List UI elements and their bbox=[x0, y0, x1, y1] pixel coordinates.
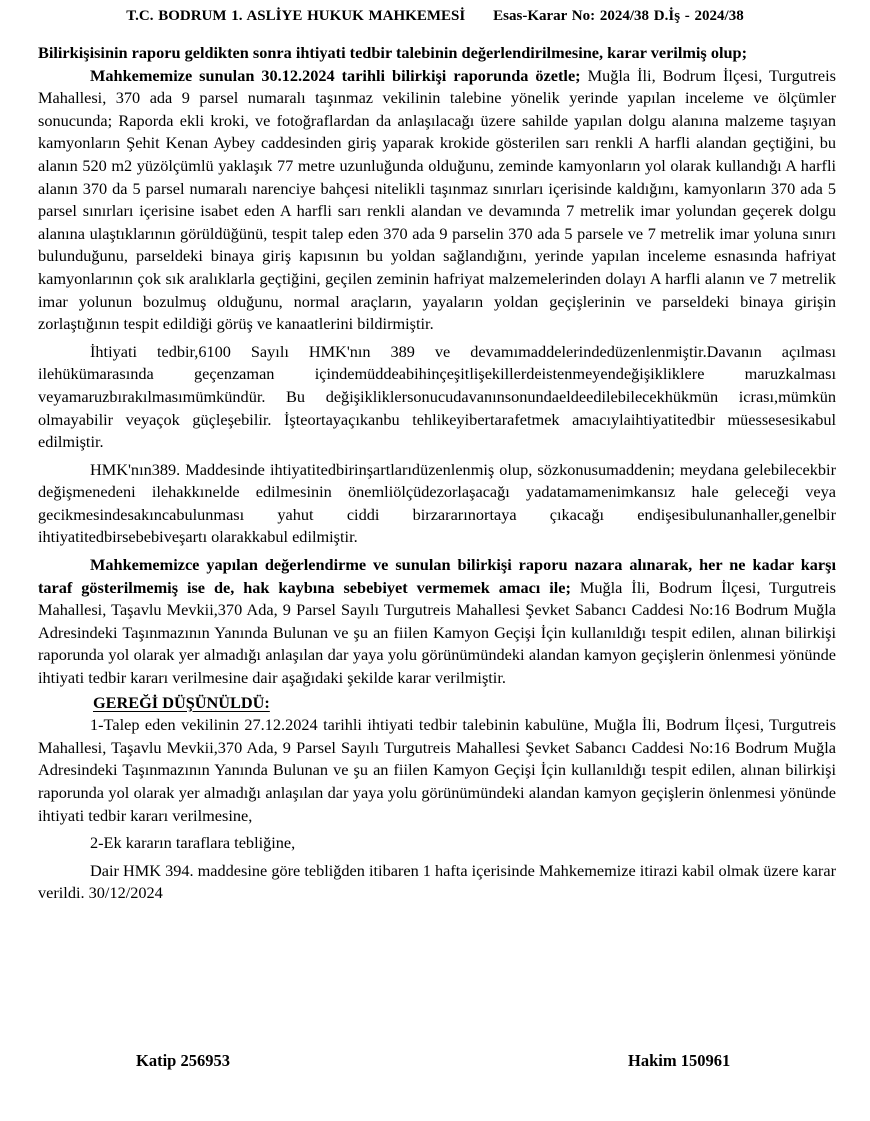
signature-block bbox=[0, 1050, 870, 1074]
judge-signature: Hakim 150961 bbox=[628, 1051, 731, 1070]
document-header bbox=[0, 6, 870, 26]
court-evaluation-text: Muğla İli, Bodrum İlçesi, Turgutreis Mahallesi, Taşavlu Mevkii,370 Ada, 9 Parsel Sayılı Turgutreis Mahallesi Şevket Sabancı Caddesi No:16 Bodrum Muğla Adresindeki Taşınmazının Yanında Bulunan ve şu an fiilen Kamyon Geçişi İçin kullanıldığı tespit edilen, alınan bilirkişi raporunda yol olarak yer almadığı anlaşılan dar yaya yolu görünümündeki alandan kamyon geçişlerin önlenmesi yönünde ihtiyati tedbir kararı verilmesine dair aşağıdaki şekilde karar verilmiştir. bbox=[38, 577, 836, 688]
case-number: Esas-Karar No: 2024/38 D.İş - 2024/38 bbox=[493, 8, 744, 24]
intro-paragraph: Bilirkişisinin raporu geldikten sonra ihtiyati tedbir talebinin değerlendirilmesine, karar verilmiş olup; bbox=[38, 43, 748, 62]
court-evaluation-lead: Mahkememizce yapılan değerlendirme ve sunulan bilirkişi raporu nazara alınarak, her ne kadar karşı taraf gösterilmemiş ise de, hak kaybına sebebiyet vermemek amacı ile; bbox=[38, 555, 836, 597]
expert-report-text: Muğla İli, Bodrum İlçesi, Turgutreis Mahallesi, 370 ada 9 parsel numaralı taşınmaz vekilinin talebine yönelik yerinde yapılan inceleme ve ölçümler sonucunda; Raporda ekli kroki, ve fotoğraflardan da anlaşılacağı üzere sahilde yapılan dolgu alanına malzeme taşıyan kamyonların Şehit Kenan Aybey caddesinden giriş yaparak krokide gösterilen sarı renkli A harfli alandan geçtiğini, bu alanın 520 m2 yüzölçümlü yaklaşık 77 metre uzunluğunda olduğunu, zeminde kamyonların yol olarak kullandığı A harfli alanın 370 da 5 parsel numaralı narenciye bahçesi nitelikli taşınmaz sınırları içerisinde kaldığını, kamyonların 370 ada 5 parsel sınırları içerisine isabet eden A harfli sarı renkli alandan ve devamında 7 metrelik imar yolundan geçerek dolgu alanına ulaştıklarının görüldüğünü, tespit talep eden 370 ada 9 parselin 370 ada 5 parsele ve 7 metrelik imar yoluna sınırı bulunduğunu, parseldeki binaya giriş kapısının bu yoldan sağlandığını, yerinde yapılan inceleme esnasında hafriyat kamyonlarının çok sık aralıklarla geçtiğini, geçilen zeminin hafriyat malzemelerinden dolayı A harfli alanın ve 7 metrelik imar yolunun bozulmuş olduğunu, normal araçların, yayaların yoldan geçişlerinin ve parseldeki binaya girişin zorlaştığının tespit edildiği görüş ve kanaatlerini bildirmiştir. bbox=[38, 65, 836, 334]
decision-item-2: 2-Ek kararın taraflara tebliğine, bbox=[90, 833, 296, 853]
decision-heading: GEREĞİ DÜŞÜNÜLDÜ: bbox=[93, 692, 270, 712]
decision-item-3: Dair HMK 394. maddesine göre tebliğden itibaren 1 hafta içerisinde Mahkememize itirazi kabil olmak üzere karar verildi. 30/12/2024 bbox=[38, 860, 836, 903]
injunction-definition-paragraph: İhtiyati tedbir,6100 Sayılı HMK'nın 389 ve devamımaddelerindedüzenlenmiştir.Davanın açılması ilehükümarasında geçenzaman içindemüddeabihinçeşitlişekillerdeistenmeyendeğişikliklere maruzkalması veyamaruzbırakılmasımümkündür. Bu değişikliklersonucudavanınsonundaeldeedilebilecekhükmün icrası,mümkün olmayabilir veyaçok güçleşebilir. İşteortayaçıkanbu tehlikeyibertarafetmek amacıylaihtiyatitedbir müessesesikabul edilmiştir. bbox=[38, 341, 836, 452]
court-name: T.C. BODRUM 1. ASLİYE HUKUK MAHKEMESİ bbox=[126, 8, 466, 24]
expert-report-paragraph bbox=[38, 65, 836, 336]
court-evaluation-paragraph bbox=[38, 554, 836, 690]
clerk-signature: Katip 256953 bbox=[136, 1051, 230, 1070]
expert-report-lead: Mahkememize sunulan 30.12.2024 tarihli bilirkişi raporunda özetle; bbox=[90, 65, 581, 85]
hmk-389-paragraph: HMK'nın389. Maddesinde ihtiyatitedbirinşartlarıdüzenlenmiş olup, sözkonusumaddenin; meydana gelebilecekbir değişmenedeni ilehakkınelde edilmesinin önemliölçüdezorlaşacağı yadatamamenimkansız hale geleceği veya gecikmesindesakıncabulunması yahut ciddi birzararınortaya çıkacağı endişesibulunanhaller,genelbir ihtiyatitedbirsebebiveşartı olarakkabul edilmiştir. bbox=[38, 459, 836, 547]
document-body bbox=[38, 42, 836, 905]
decision-item-1: 1-Talep eden vekilinin 27.12.2024 tarihli ihtiyati tedbir talebinin kabulüne, Muğla İli, Bodrum İlçesi, Turgutreis Mahallesi, Taşavlu Mevkii,370 Ada, 9 Parsel Sayılı Turgutreis Mahallesi Şevket Sabancı Caddesi No:16 Bodrum Muğla Adresindeki Taşınmazının Yanında Bulunan ve şu an fiilen Kamyon Geçişi İçin kullanıldığı tespit edilen, alınan bilirkişi raporunda yol olarak yer almadığı anlaşılan dar yaya yolu görünümündeki alandan kamyon geçişlerin önlenmesi yönünde ihtiyati tedbir kararı verilmesine, bbox=[38, 715, 836, 825]
